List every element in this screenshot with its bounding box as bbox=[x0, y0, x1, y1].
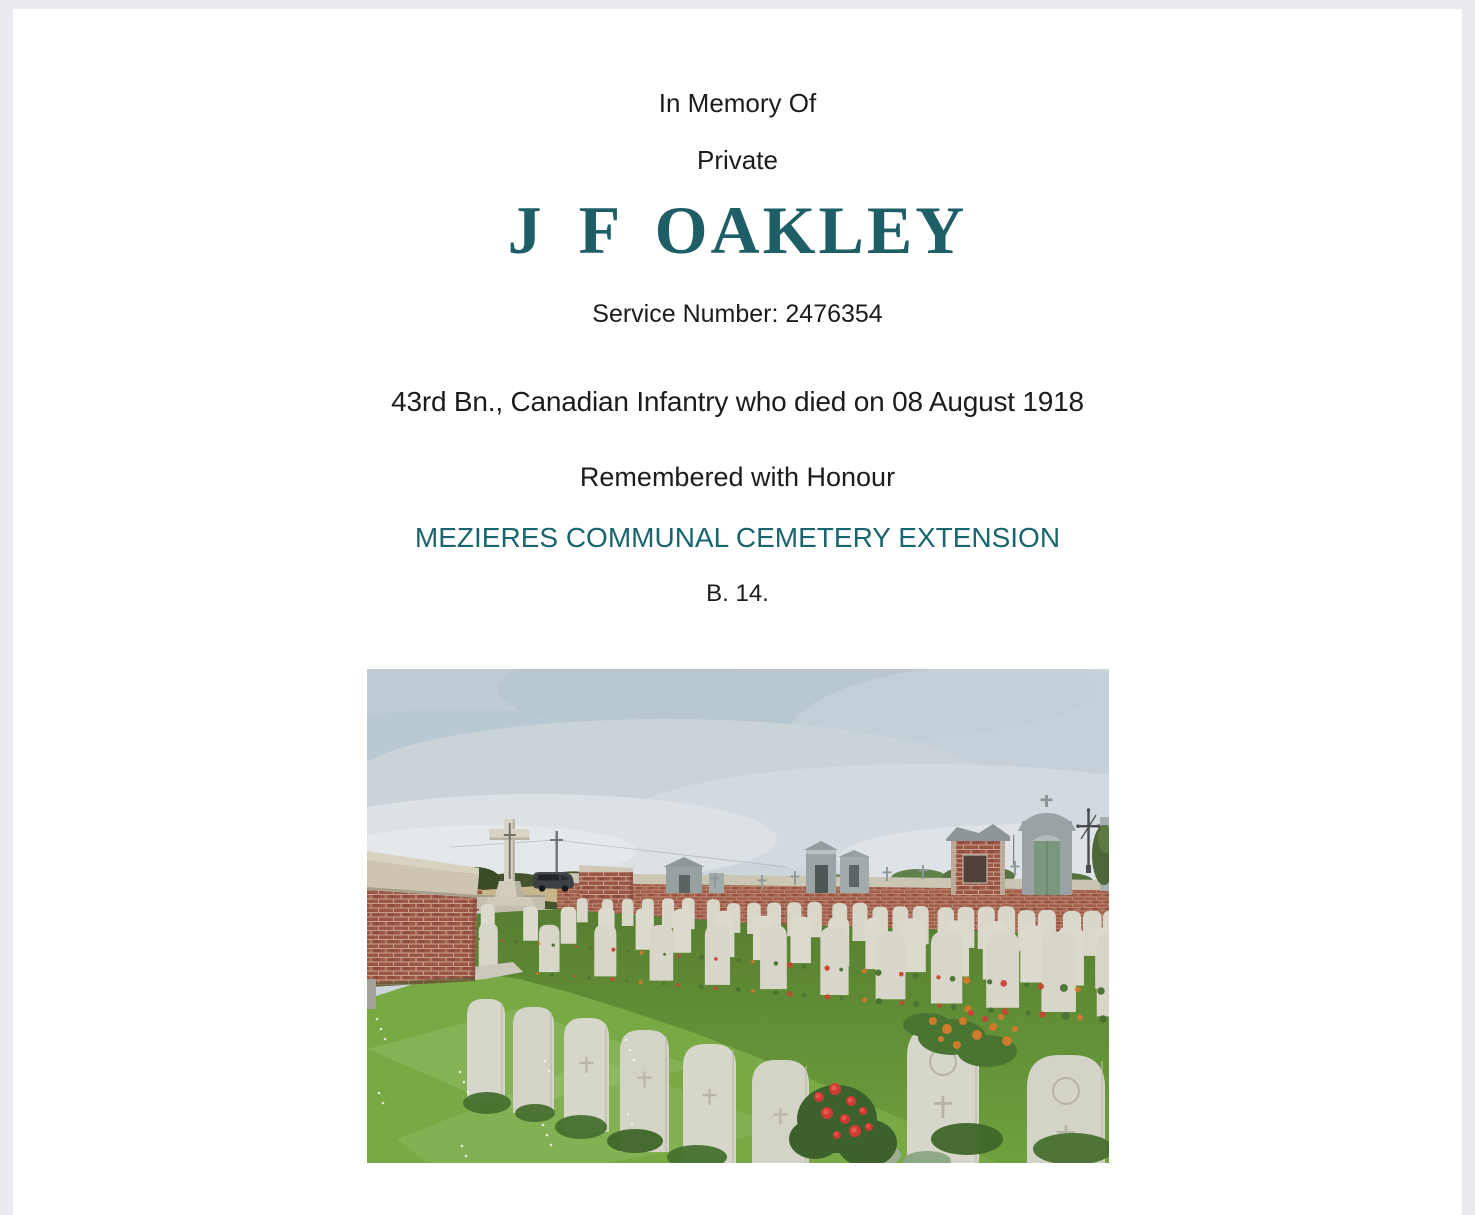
cemetery-photo-svg bbox=[367, 669, 1109, 1163]
rank-line: Private bbox=[697, 145, 778, 175]
cemetery-name-line: MEZIERES COMMUNAL CEMETERY EXTENSION bbox=[414, 522, 1061, 553]
service-number-line: Service Number: 2476354 bbox=[592, 300, 883, 328]
casualty-name: J F OAKLEY bbox=[507, 192, 968, 268]
intro-line: In Memory Of bbox=[658, 88, 817, 118]
cemetery-photo bbox=[367, 669, 1109, 1163]
bronze-sword bbox=[508, 823, 510, 879]
memorial-text-block bbox=[13, 88, 1462, 607]
antenna-mast bbox=[1013, 835, 1014, 865]
memorial-certificate-page bbox=[13, 9, 1462, 1215]
grave-reference-line: B. 14. bbox=[706, 580, 769, 607]
unit-and-death-line: 43rd Bn., Canadian Infantry who died on 08 August 1918 bbox=[391, 386, 1084, 417]
honour-line: Remembered with Honour bbox=[579, 462, 896, 492]
pdf-frame bbox=[0, 9, 1475, 1215]
